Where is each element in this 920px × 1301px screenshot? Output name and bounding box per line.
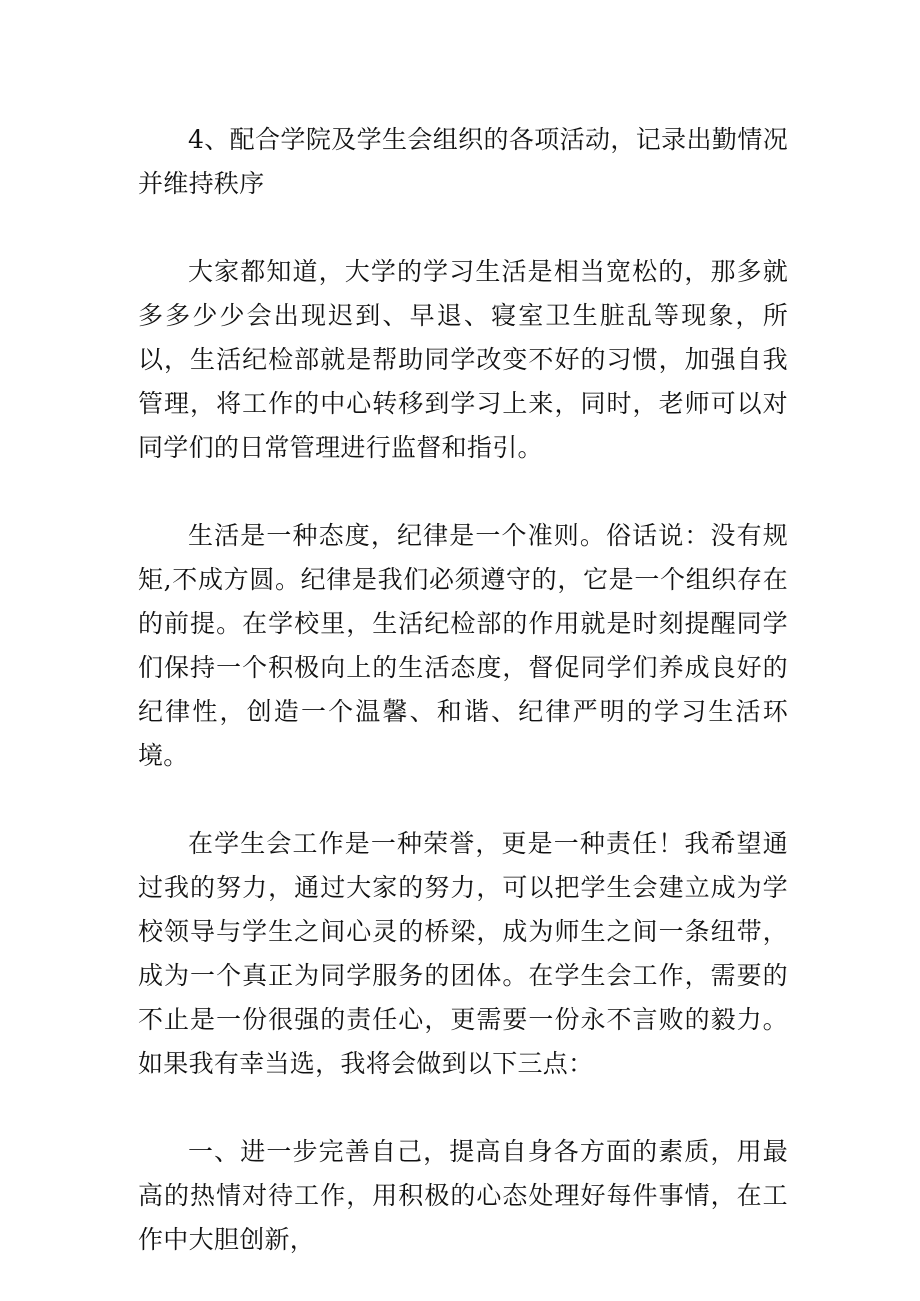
paragraph-spacer (138, 470, 788, 514)
paragraph-honor-responsibility: 在学生会工作是一种荣誉，更是一种责任！我希望通过我的努力，通过大家的努力，可以把学生会建立成为学校领导与学生之间心灵的桥梁，成为师生之间一条纽带，成为一个真正为同学服务的团体。在学生会工作，需要的不止是一份很强的责任心，更需要一份永不言败的毅力。如果我有幸当选，我将会做到以下三点： (138, 829, 788, 1078)
document-body (138, 118, 788, 1262)
paragraph-spacer (138, 206, 788, 250)
paragraph-spacer (138, 1086, 788, 1130)
paragraph-duties-item-4: 4、配合学院及学生会组织的各项活动，记录出勤情况并维持秩序 (138, 125, 788, 198)
paragraph-life-attitude: 生活是一种态度，纪律是一个准则。俗话说：没有规矩,不成方圆。纪律是我们必须遵守的，它是一个组织存在的前提。在学校里，生活纪检部的作用就是时刻提醒同学们保持一个积极向上的生活态度，督促同学们养成良好的纪律性，创造一个温馨、和谐、纪律严明的学习生活环境。 (138, 521, 788, 770)
paragraph-discipline-purpose: 大家都知道，大学的学习生活是相当宽松的，那多就多多少少会出现迟到、早退、寝室卫生脏乱等现象，所以，生活纪检部就是帮助同学改变不好的习惯，加强自我管理，将工作的中心转移到学习上来，同时，老师可以对同学们的日常管理进行监督和指引。 (138, 257, 788, 462)
paragraph-point-one: 一、进一步完善自己，提高自身各方面的素质，用最高的热情对待工作，用积极的心态处理好每件事情，在工作中大胆创新， (138, 1137, 788, 1254)
paragraph-spacer (138, 778, 788, 822)
